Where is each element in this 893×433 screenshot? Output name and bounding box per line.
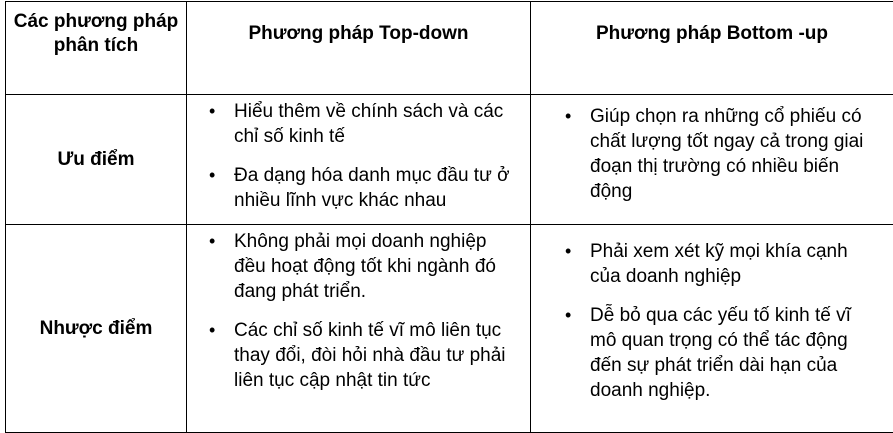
list-item: • Phải xem xét kỹ mọi khía cạnh của doanh nghiệp	[590, 239, 878, 289]
comparison-table	[5, 1, 893, 433]
disadvantages-top-down-cell	[187, 225, 531, 433]
row-label-advantages: Ưu điểm	[6, 95, 187, 225]
list-item: • Dễ bỏ qua các yếu tố kinh tế vĩ mô quan trọng có thể tác động đến sự phát triển dài hạn của doanh nghiệp.	[590, 303, 878, 403]
header-bottom-up: Phương pháp Bottom -up	[531, 2, 893, 95]
list-item: • Các chỉ số kinh tế vĩ mô liên tục thay đổi, đòi hỏi nhà đầu tư phải liên tục cập nhật tin tức	[234, 318, 515, 393]
row-disadvantages	[6, 225, 893, 433]
list-item: • Hiểu thêm về chính sách và các chỉ số kinh tế	[234, 99, 515, 149]
row-advantages	[6, 95, 893, 225]
header-methods: Các phương pháp phân tích	[6, 2, 187, 95]
advantages-bottom-up-cell	[531, 95, 893, 225]
list-item: • Giúp chọn ra những cổ phiếu có chất lượng tốt ngay cả trong giai đoạn thị trường có nhiều biến động	[590, 104, 878, 204]
bullet-list	[188, 226, 529, 393]
row-label-disadvantages: Nhược điểm	[6, 225, 187, 433]
list-item: • Đa dạng hóa danh mục đầu tư ở nhiều lĩnh vực khác nhau	[234, 163, 515, 213]
advantages-top-down-cell	[187, 95, 531, 225]
header-top-down: Phương pháp Top-down	[187, 2, 531, 95]
disadvantages-bottom-up-cell	[531, 225, 893, 433]
header-row	[6, 2, 893, 95]
bullet-list	[532, 96, 892, 204]
bullet-list	[188, 96, 529, 213]
list-item: • Không phải mọi doanh nghiệp đều hoạt động tốt khi ngành đó đang phát triển.	[234, 229, 515, 304]
bullet-list	[532, 226, 892, 403]
